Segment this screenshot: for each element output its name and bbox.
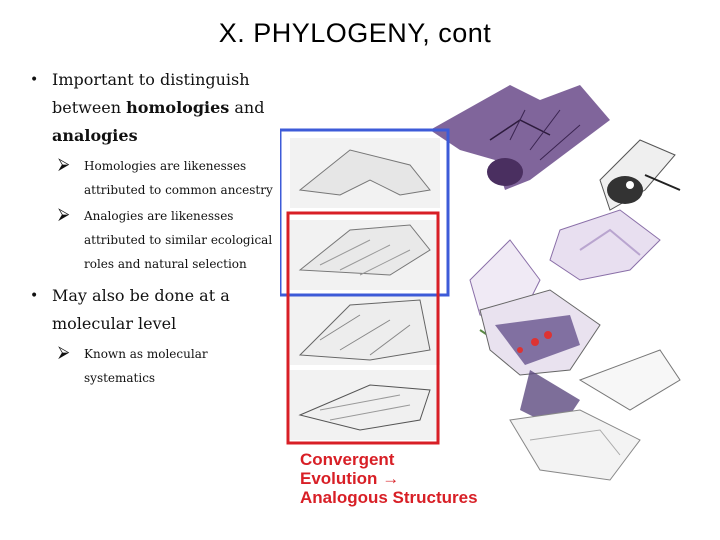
wing-panel-insect: [290, 370, 440, 440]
wing-panel-bird: [290, 220, 440, 290]
sub-bullet-text: Analogies are likenesses attributed to similar ecological roles and natural selection: [84, 209, 273, 271]
bullet-text: May also be done at a molecular level: [52, 286, 230, 333]
sub-bullet-text: Known as molecular systematics: [84, 347, 208, 385]
bullet-dot-icon: •: [30, 288, 39, 304]
bullet-text-mid: and: [229, 98, 265, 117]
bullet-list: [26, 66, 276, 392]
lower-bird-illustration: [510, 410, 640, 480]
figure-caption: [300, 450, 478, 507]
sub-bullet-systematics: [26, 342, 214, 390]
bat-illustration: [430, 85, 610, 190]
bullet-dot-icon: •: [30, 72, 39, 88]
sub-bullet-analogies: [26, 204, 276, 276]
arrow-bullet-icon: ⮚: [58, 154, 70, 173]
bullet-bold-analogies: analogies: [52, 126, 138, 145]
caption-evolution-text: Evolution: [300, 469, 378, 488]
caption-arrow-icon: →: [382, 469, 400, 488]
sub-bullet-text: Homologies are likenesses attributed to common ancestry: [84, 159, 273, 197]
wing-panel-bat: [290, 138, 440, 208]
bullet-molecular: [26, 282, 276, 338]
wing-panel-butterfly: [290, 295, 440, 365]
bird-illustration: [600, 140, 680, 210]
arrow-bullet-icon: ⮚: [58, 342, 70, 361]
sub-bullet-homologies: [26, 154, 276, 202]
bullet-bold-homologies: homologies: [126, 98, 230, 117]
caption-line-evolution: [300, 469, 478, 488]
convergent-evolution-figure: [280, 80, 690, 510]
caption-line-structures: Analogous Structures: [300, 488, 478, 507]
bullet-text-pre: Important to distinguish between: [52, 70, 250, 117]
wing-illustration: [280, 80, 690, 510]
butterfly-illustration: [480, 290, 680, 430]
caption-line-convergent: Convergent: [300, 450, 395, 469]
arrow-bullet-icon: ⮚: [58, 204, 70, 223]
bullet-distinguish: [26, 66, 276, 150]
slide-title: X. PHYLOGENY, cont: [218, 18, 492, 48]
